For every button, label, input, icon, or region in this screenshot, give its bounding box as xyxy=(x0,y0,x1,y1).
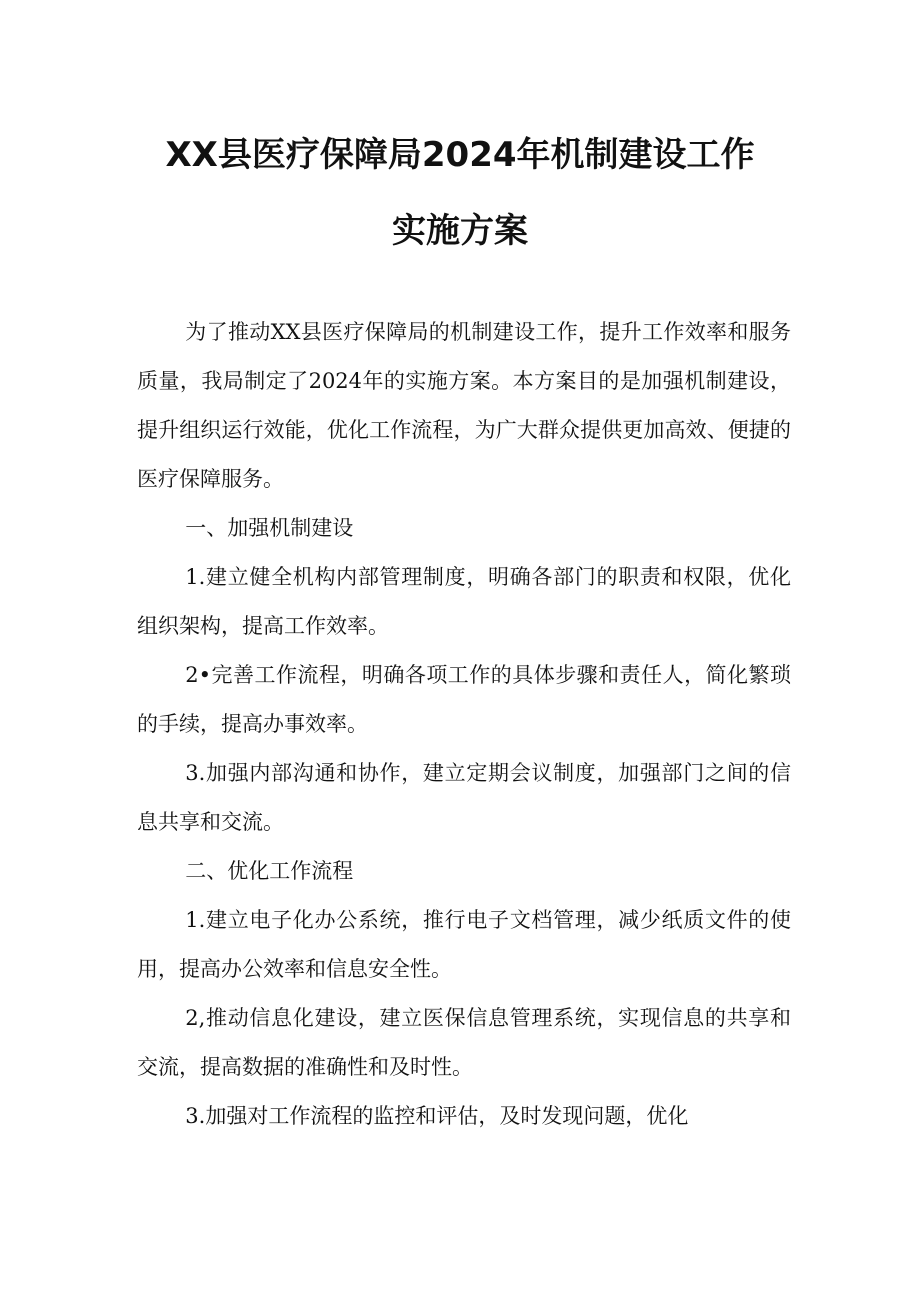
document-title-line-2: 实施方案 xyxy=(392,211,528,251)
section-heading-2: 二、优化工作流程 xyxy=(185,859,354,883)
section-1-item-3: 3.加强内部沟通和协作，建立定期会议制度，加强部门之间的信息共享和交流。 xyxy=(137,761,791,834)
section-2-item-3: 3.加强对工作流程的监控和评估，及时发现问题，优化 xyxy=(185,1104,689,1128)
section-heading-1: 一、加强机制建设 xyxy=(185,516,354,540)
section-1-item-2: 2•完善工作流程，明确各项工作的具体步骤和责任人，简化繁琐的手续，提高办事效率。 xyxy=(137,663,791,736)
section-1-item-1: 1.建立健全机构内部管理制度，明确各部门的职责和权限，优化组织架构，提高工作效率。 xyxy=(137,565,791,638)
section-2-item-1: 1.建立电子化办公系统，推行电子文档管理，减少纸质文件的使用，提高办公效率和信息安全性。 xyxy=(137,908,791,981)
document-title-line-1: XX县医疗保障局2024年机制建设工作 xyxy=(165,135,755,175)
intro-paragraph: 为了推动XX县医疗保障局的机制建设工作，提升工作效率和服务质量，我局制定了2024年的实施方案。本方案目的是加强机制建设，提升组织运行效能，优化工作流程，为广大群众提供更加高效、便捷的医疗保障服务。 xyxy=(137,320,791,491)
document-body xyxy=(137,308,791,1141)
section-2-item-2: 2,推动信息化建设，建立医保信息管理系统，实现信息的共享和交流，提高数据的准确性和及时性。 xyxy=(137,1006,791,1079)
